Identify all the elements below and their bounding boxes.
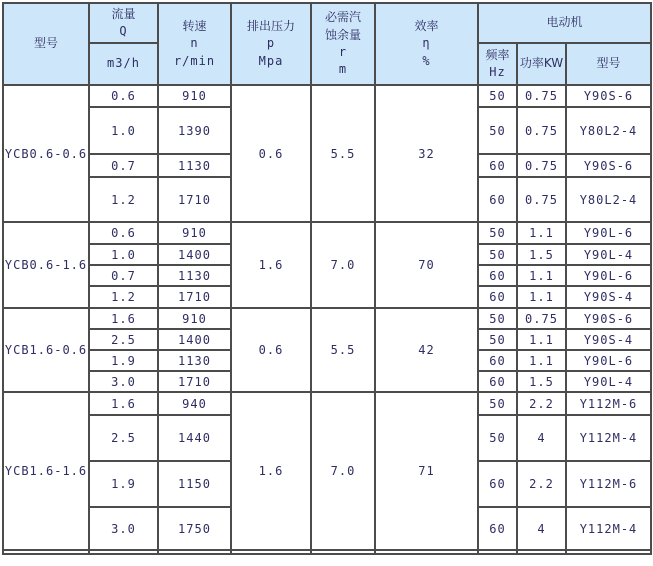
frequency-cell: 50 (478, 85, 517, 107)
speed-cell: 1750 (158, 507, 231, 550)
frequency-cell: 60 (478, 154, 517, 177)
flow-cell: 3.0 (89, 507, 158, 550)
header-speed (158, 3, 231, 85)
power-cell: 1.1 (517, 222, 566, 244)
speed-cell: 1710 (158, 286, 231, 308)
motor-model-cell: Y90S-6 (566, 85, 651, 107)
pressure-cell: 0.6 (231, 308, 311, 392)
power-cell: 0.75 (517, 107, 566, 154)
speed-cell: 1400 (158, 329, 231, 350)
power-cell: 1.5 (517, 371, 566, 392)
header-npsh-title-line1: 必需汽 (324, 10, 361, 25)
motor-model-cell: Y90S-6 (566, 154, 651, 177)
speed-cell: 940 (158, 392, 231, 415)
pump-model-cell (3, 550, 89, 554)
motor-model-cell: Y90L-4 (566, 371, 651, 392)
speed-cell: 1150 (158, 461, 231, 507)
frequency-cell (478, 550, 517, 554)
header-row-1 (3, 3, 651, 43)
flow-cell: 0.7 (89, 154, 158, 177)
header-npsh-title-line2: 蚀余量 (324, 27, 361, 42)
motor-model-cell: Y112M-4 (566, 415, 651, 461)
pressure-cell: 0.6 (231, 85, 311, 222)
flow-cell: 1.6 (89, 308, 158, 329)
efficiency-cell: 70 (375, 222, 478, 308)
table-row (3, 392, 651, 415)
speed-cell: 1710 (158, 177, 231, 222)
header-flow-unit: m3/h (89, 43, 158, 85)
header-motor-group: 电动机 (478, 3, 651, 43)
motor-model-cell (566, 550, 651, 554)
motor-model-cell: Y80L2-4 (566, 107, 651, 154)
flow-cell: 1.6 (89, 392, 158, 415)
table-row (3, 308, 651, 329)
npsh-cell: 7.0 (311, 392, 375, 550)
header-motor-frequency-title: 频率 (485, 47, 510, 62)
header-motor-model: 型号 (566, 43, 651, 85)
motor-model-cell: Y90L-6 (566, 265, 651, 286)
efficiency-cell: 32 (375, 85, 478, 222)
frequency-cell: 50 (478, 244, 517, 265)
speed-cell: 1130 (158, 154, 231, 177)
header-npsh-unit: m (338, 62, 348, 77)
power-cell: 0.75 (517, 154, 566, 177)
speed-cell: 1440 (158, 415, 231, 461)
motor-model-cell: Y90S-6 (566, 308, 651, 329)
frequency-cell: 60 (478, 286, 517, 308)
motor-model-cell: Y112M-6 (566, 392, 651, 415)
frequency-cell: 60 (478, 461, 517, 507)
header-efficiency (375, 3, 478, 85)
power-cell: 4 (517, 415, 566, 461)
npsh-cell (311, 550, 375, 554)
power-cell: 2.2 (517, 461, 566, 507)
speed-cell: 1400 (158, 244, 231, 265)
frequency-cell: 60 (478, 265, 517, 286)
frequency-cell: 50 (478, 107, 517, 154)
flow-cell: 1.9 (89, 461, 158, 507)
pump-spec-table (2, 2, 652, 555)
power-cell: 0.75 (517, 308, 566, 329)
npsh-cell: 7.0 (311, 222, 375, 308)
motor-model-cell: Y80L2-4 (566, 177, 651, 222)
header-speed-title: 转速 (182, 18, 207, 33)
motor-model-cell: Y90L-6 (566, 350, 651, 371)
flow-cell (89, 550, 158, 554)
power-cell: 1.1 (517, 265, 566, 286)
speed-cell: 1710 (158, 371, 231, 392)
header-motor-frequency-unit: Hz (489, 65, 506, 79)
motor-model-cell: Y112M-4 (566, 507, 651, 550)
pump-model-cell: YCB0.6-1.6 (3, 222, 89, 308)
header-model: 型号 (3, 3, 89, 85)
header-flow-title: 流量 (111, 6, 136, 21)
header-pressure-unit: Mpa (258, 53, 284, 68)
header-efficiency-unit: % (422, 53, 431, 68)
power-cell: 1.5 (517, 244, 566, 265)
header-pressure-title: 排出压力 (246, 18, 295, 33)
frequency-cell: 60 (478, 371, 517, 392)
header-pressure-symbol: p (266, 36, 276, 51)
header-efficiency-symbol: η (422, 36, 431, 51)
header-speed-unit: r/min (173, 53, 216, 68)
table-row-partial (3, 550, 651, 554)
speed-cell: 1130 (158, 265, 231, 286)
table-row (3, 222, 651, 244)
header-flow-symbol: Q (119, 24, 128, 38)
flow-cell: 2.5 (89, 415, 158, 461)
power-cell: 0.75 (517, 177, 566, 222)
header-motor-frequency (478, 43, 517, 85)
speed-cell: 1130 (158, 350, 231, 371)
motor-model-cell: Y90S-4 (566, 286, 651, 308)
power-cell: 0.75 (517, 85, 566, 107)
motor-model-cell: Y90L-4 (566, 244, 651, 265)
power-cell: 1.1 (517, 350, 566, 371)
frequency-cell: 60 (478, 177, 517, 222)
header-npsh (311, 3, 375, 85)
frequency-cell: 60 (478, 507, 517, 550)
header-speed-symbol: n (190, 36, 199, 51)
table-row (3, 85, 651, 107)
flow-cell: 1.0 (89, 244, 158, 265)
flow-cell: 0.6 (89, 85, 158, 107)
header-motor-power: 功率KW (517, 43, 566, 85)
flow-cell: 1.0 (89, 107, 158, 154)
header-flow (89, 3, 158, 43)
efficiency-cell: 42 (375, 308, 478, 392)
efficiency-cell: 71 (375, 392, 478, 550)
header-npsh-symbol: r (338, 45, 348, 59)
header-efficiency-title: 效率 (414, 18, 439, 33)
frequency-cell: 50 (478, 222, 517, 244)
motor-model-cell: Y90S-4 (566, 329, 651, 350)
frequency-cell: 60 (478, 350, 517, 371)
speed-cell (158, 550, 231, 554)
power-cell: 1.1 (517, 286, 566, 308)
pump-model-cell: YCB0.6-0.6 (3, 85, 89, 222)
speed-cell: 910 (158, 85, 231, 107)
power-cell: 4 (517, 507, 566, 550)
npsh-cell: 5.5 (311, 85, 375, 222)
pressure-cell: 1.6 (231, 222, 311, 308)
power-cell (517, 550, 566, 554)
pump-model-cell: YCB1.6-0.6 (3, 308, 89, 392)
flow-cell: 2.5 (89, 329, 158, 350)
pump-model-cell: YCB1.6-1.6 (3, 392, 89, 550)
power-cell: 2.2 (517, 392, 566, 415)
frequency-cell: 50 (478, 415, 517, 461)
frequency-cell: 50 (478, 308, 517, 329)
flow-cell: 0.6 (89, 222, 158, 244)
frequency-cell: 50 (478, 329, 517, 350)
frequency-cell: 50 (478, 392, 517, 415)
flow-cell: 1.2 (89, 177, 158, 222)
motor-model-cell: Y112M-6 (566, 461, 651, 507)
flow-cell: 1.9 (89, 350, 158, 371)
motor-model-cell: Y90L-6 (566, 222, 651, 244)
npsh-cell: 5.5 (311, 308, 375, 392)
speed-cell: 910 (158, 308, 231, 329)
pressure-cell: 1.6 (231, 392, 311, 550)
efficiency-cell (375, 550, 478, 554)
speed-cell: 1390 (158, 107, 231, 154)
flow-cell: 1.2 (89, 286, 158, 308)
flow-cell: 3.0 (89, 371, 158, 392)
header-pressure (231, 3, 311, 85)
flow-cell: 0.7 (89, 265, 158, 286)
pressure-cell (231, 550, 311, 554)
speed-cell: 910 (158, 222, 231, 244)
power-cell: 1.1 (517, 329, 566, 350)
